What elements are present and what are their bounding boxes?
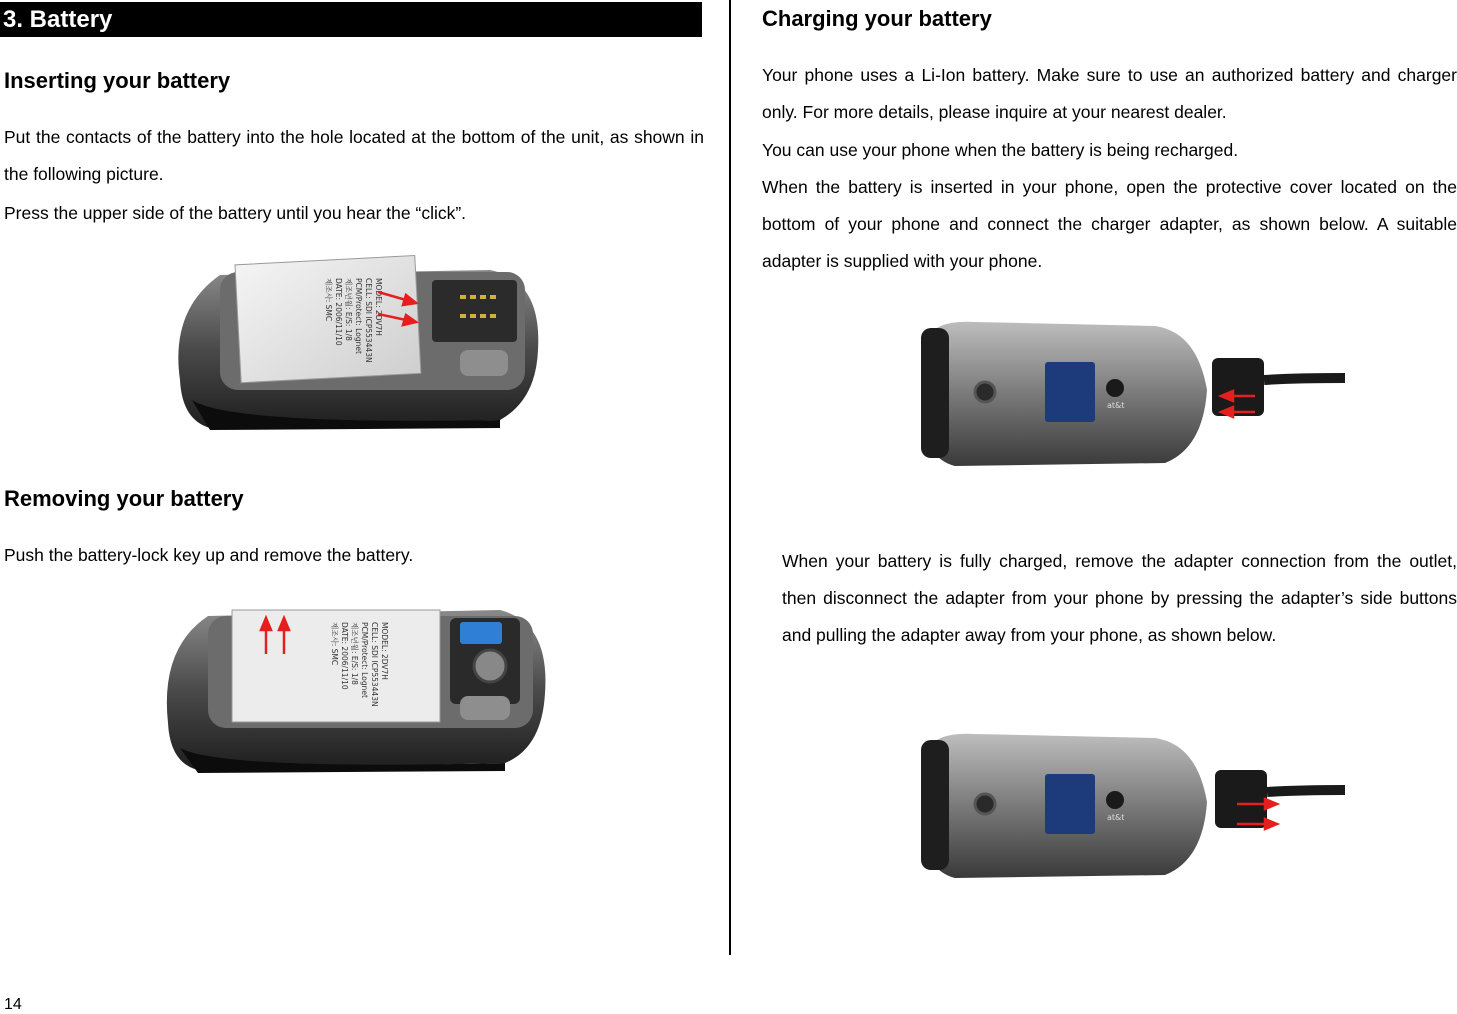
camera-lens xyxy=(975,794,995,814)
battery-label-line: 제조년월: E/S: 1/8 xyxy=(344,278,353,341)
inserting-battery-figure xyxy=(170,250,550,435)
charger-cable xyxy=(1264,378,1345,380)
battery-label-line: DATE: 2006/11/10 xyxy=(340,622,349,690)
charging-heading: Charging your battery xyxy=(762,6,992,31)
page-number: 14 xyxy=(4,996,22,1013)
carrier-logo: at&t xyxy=(1107,813,1125,822)
removing-paragraph-1: Push the battery-lock key up and remove the battery. xyxy=(4,545,414,565)
charging-paragraph-1: Your phone uses a Li-Ion battery. Make sure to use an authorized battery and charger only. For more details, please inquire at your nearest dealer. xyxy=(762,65,1457,122)
charging-paragraph-3: When the battery is inserted in your phone, open the protective cover located on the bottom of your phone and connect the charger adapter, as shown below. A suitable adapter is supplied with your phone. xyxy=(762,177,1457,271)
battery-label-line: MODEL: 2DV7H xyxy=(374,278,383,336)
inserting-heading: Inserting your battery xyxy=(4,68,231,93)
battery-label-line: 제조년월: E/S: 1/8 xyxy=(350,622,359,685)
carrier-logo: at&t xyxy=(1107,401,1125,410)
battery-label-line: MODEL: 2DV7H xyxy=(380,622,389,680)
charger-cable xyxy=(1267,790,1345,792)
removing-battery-figure xyxy=(160,598,555,778)
battery-label-line: 제조사: SMC xyxy=(330,622,339,666)
external-screen xyxy=(1045,362,1095,422)
charger-plug xyxy=(1215,770,1267,828)
sim-slot xyxy=(432,280,517,342)
removing-heading: Removing your battery xyxy=(4,486,244,511)
section-title: 3. Battery xyxy=(3,6,113,33)
battery-label-line: DATE: 2006/11/10 xyxy=(334,278,343,346)
inserting-paragraph-2: Press the upper side of the battery until you hear the “click”. xyxy=(4,203,467,223)
external-screen xyxy=(1045,774,1095,834)
charging-paragraph-4: When your battery is fully charged, remove the adapter connection from the outlet, then disconnect the adapter from your phone by pressing the adapter’s side buttons and pulling the adapter away from your phone, as shown below. xyxy=(782,551,1457,645)
column-divider xyxy=(729,0,731,955)
camera-lens xyxy=(975,382,995,402)
battery-label-line: CELL: SDI ICP553443N xyxy=(364,278,373,363)
connect-charger-figure xyxy=(915,318,1345,473)
disconnect-charger-figure xyxy=(915,730,1345,885)
battery-label-line: CELL: SDI ICP553443N xyxy=(370,622,379,707)
battery-label-line: 제조사: SMC xyxy=(324,278,333,322)
inserting-paragraph-1: Put the contacts of the battery into the hole located at the bottom of the unit, as shown in the following picture. xyxy=(4,127,704,184)
battery-label-line: PCM/Protect: Lognet xyxy=(360,622,369,698)
section-title-bar xyxy=(0,2,702,37)
charging-paragraph-2: You can use your phone when the battery is being recharged. xyxy=(762,140,1239,160)
battery-label-line: PCM/Protect: Lognet xyxy=(354,278,363,354)
charger-plug xyxy=(1212,358,1264,416)
